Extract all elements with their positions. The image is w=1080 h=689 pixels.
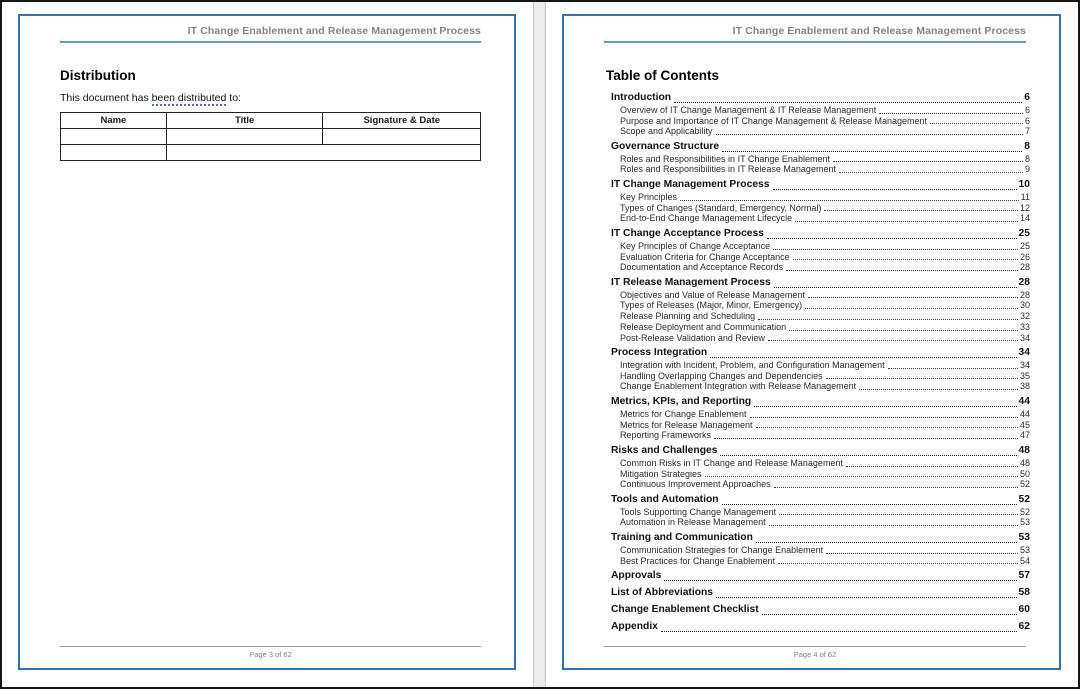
header-title: IT Change Enablement and Release Management Process xyxy=(187,25,481,37)
toc-entry-page-number: 52 xyxy=(1019,506,1030,517)
toc-entry-page-number: 6 xyxy=(1024,115,1030,126)
dot-leader xyxy=(762,614,1017,615)
toc-entry-page-number: 35 xyxy=(1019,370,1030,381)
toc-entry-title: Appendix xyxy=(611,620,658,632)
dot-leader xyxy=(824,210,1018,211)
toc-section xyxy=(606,141,1030,175)
dot-leader xyxy=(930,123,1023,124)
toc-entry-page-number: 53 xyxy=(1019,544,1030,555)
toc-sub-entry[interactable] xyxy=(606,517,1030,528)
toc-entry-title: IT Change Management Process xyxy=(611,179,770,191)
dot-leader xyxy=(778,563,1018,564)
toc-sub-entry[interactable] xyxy=(606,154,1030,165)
toc-entry-title: List of Abbreviations xyxy=(611,587,714,599)
toc-section xyxy=(606,621,1030,634)
toc-entry-title: Types of Releases (Major, Minor, Emergency) xyxy=(620,300,803,311)
dot-leader xyxy=(661,631,1017,632)
toc-entry-page-number: 10 xyxy=(1018,179,1030,191)
toc-entry-title: IT Change Acceptance Process xyxy=(611,228,764,240)
dot-leader xyxy=(674,102,1022,103)
toc-section-entry[interactable] xyxy=(606,228,1030,241)
dot-leader xyxy=(793,259,1018,260)
toc-section-entry[interactable] xyxy=(606,621,1030,634)
toc-entry-page-number: 44 xyxy=(1019,408,1030,419)
toc-entry-page-number: 38 xyxy=(1019,381,1030,392)
dot-leader xyxy=(756,542,1017,543)
toc-entry-title: Automation in Release Management xyxy=(620,517,766,528)
toc-sub-entry[interactable] xyxy=(606,241,1030,252)
dot-leader xyxy=(779,514,1018,515)
toc-section xyxy=(606,570,1030,583)
toc-entry-page-number: 32 xyxy=(1019,311,1030,322)
table-header-row xyxy=(61,113,481,129)
toc-entry-page-number: 47 xyxy=(1019,430,1030,441)
distribution-intro xyxy=(60,92,481,104)
toc-sub-entry[interactable] xyxy=(606,381,1030,392)
toc-entry-page-number: 6 xyxy=(1024,92,1030,103)
toc-sub-entry[interactable] xyxy=(606,203,1030,214)
dot-leader xyxy=(680,200,1019,201)
dot-leader xyxy=(754,406,1016,407)
toc-entry-page-number: 12 xyxy=(1019,202,1030,213)
dot-leader xyxy=(808,297,1018,298)
toc-entry-page-number: 52 xyxy=(1018,493,1030,505)
column-header-title: Title xyxy=(166,113,323,129)
toc-entry-page-number: 28 xyxy=(1019,289,1030,300)
toc-entry-title: Communication Strategies for Change Enablement xyxy=(620,544,824,555)
toc-section-entry[interactable] xyxy=(606,570,1030,583)
toc-entry-page-number: 58 xyxy=(1018,587,1030,599)
toc-entry-title: Key Principles xyxy=(620,191,678,202)
toc-sub-entry[interactable] xyxy=(606,420,1030,431)
toc-entry-title: Post-Release Validation and Review xyxy=(620,332,765,343)
toc-entry-title: Release Planning and Scheduling xyxy=(620,311,756,322)
page-number: Page 3 of 62 xyxy=(249,650,292,659)
page-header xyxy=(60,25,481,43)
toc-entry-page-number: 28 xyxy=(1019,262,1030,273)
distribution-heading: Distribution xyxy=(60,68,136,83)
toc-section xyxy=(606,587,1030,600)
toc-entry-title: Approvals xyxy=(611,570,662,582)
toc-entry-page-number: 33 xyxy=(1019,321,1030,332)
dot-leader xyxy=(714,438,1018,439)
toc-section xyxy=(606,347,1030,392)
toc-entry-page-number: 25 xyxy=(1019,240,1030,251)
dot-leader xyxy=(758,319,1018,320)
toc-entry-page-number: 44 xyxy=(1018,396,1030,408)
toc-section xyxy=(606,228,1030,273)
toc-sub-entry[interactable] xyxy=(606,300,1030,311)
toc-sub-entry[interactable] xyxy=(606,126,1030,137)
toc-entry-title: End-to-End Change Management Lifecycle xyxy=(620,213,793,224)
dot-leader xyxy=(774,287,1017,288)
toc-entry-page-number: 62 xyxy=(1018,620,1030,632)
toc-entry-title: Key Principles of Change Acceptance xyxy=(620,240,771,251)
toc-sub-entry[interactable] xyxy=(606,545,1030,556)
dot-leader xyxy=(888,368,1018,369)
column-header-signature: Signature & Date xyxy=(323,113,481,129)
dot-leader xyxy=(767,238,1017,239)
toc-entry-title: Purpose and Importance of IT Change Management & Release Management xyxy=(620,115,928,126)
toc-section-entry[interactable] xyxy=(606,141,1030,154)
toc-entry-title: Metrics for Change Enablement xyxy=(620,408,747,419)
toc-sub-entry[interactable] xyxy=(606,458,1030,469)
toc-section-entry[interactable] xyxy=(606,347,1030,360)
toc-sub-entry[interactable] xyxy=(606,105,1030,116)
toc-entry-page-number: 45 xyxy=(1019,419,1030,430)
dot-leader xyxy=(756,427,1018,428)
name-cell[interactable] xyxy=(61,145,167,161)
toc-entry-title: Overview of IT Change Management & IT Release Management xyxy=(620,104,877,115)
dot-leader xyxy=(846,466,1018,467)
toc-section-entry[interactable] xyxy=(606,179,1030,192)
toc-entry-title: Release Deployment and Communication xyxy=(620,321,787,332)
toc-section-entry[interactable] xyxy=(606,396,1030,409)
dot-leader xyxy=(789,330,1018,331)
dot-leader xyxy=(716,134,1023,135)
toc-entry-page-number: 25 xyxy=(1018,228,1030,240)
toc-entry-page-number: 54 xyxy=(1019,555,1030,566)
toc-entry-title: Reporting Frameworks xyxy=(620,430,712,441)
signature-cell[interactable] xyxy=(323,129,481,145)
dot-leader xyxy=(879,113,1023,114)
toc-sub-entry[interactable] xyxy=(606,262,1030,273)
toc-entry-title: Handling Overlapping Changes and Dependencies xyxy=(620,370,823,381)
toc-section-entry[interactable] xyxy=(606,532,1030,545)
table-row xyxy=(61,145,481,161)
toc-entry-page-number: 57 xyxy=(1018,570,1030,582)
header-title: IT Change Enablement and Release Management Process xyxy=(732,25,1026,37)
toc-entry-title: Best Practices for Change Enablement xyxy=(620,555,776,566)
toc-section xyxy=(606,277,1030,343)
dot-leader xyxy=(826,553,1018,554)
dot-leader xyxy=(664,580,1016,581)
dot-leader xyxy=(833,161,1023,162)
toc-entry-title: Evaluation Criteria for Change Acceptance xyxy=(620,251,790,262)
toc-entry-page-number: 34 xyxy=(1019,360,1030,371)
merged-cell[interactable] xyxy=(166,145,480,161)
toc-entry-page-number: 8 xyxy=(1024,140,1030,152)
toc-sub-entry[interactable] xyxy=(606,479,1030,490)
toc-sub-entry[interactable] xyxy=(606,164,1030,175)
dot-leader xyxy=(773,249,1018,250)
dot-leader xyxy=(795,221,1018,222)
toc-entry-title: Training and Communication xyxy=(611,532,753,544)
toc-section xyxy=(606,179,1030,224)
intro-text-suffix: to: xyxy=(226,92,241,104)
toc-entry-page-number: 34 xyxy=(1019,332,1030,343)
grammar-flagged-text[interactable]: been distributed xyxy=(151,92,227,104)
dot-leader xyxy=(826,378,1018,379)
toc-heading: Table of Contents xyxy=(606,68,719,83)
toc-entry-title: Metrics, KPIs, and Reporting xyxy=(611,396,752,408)
toc-entry-title: Mitigation Strategies xyxy=(620,468,702,479)
dot-leader xyxy=(710,357,1016,358)
toc-entry-title: Roles and Responsibilities in IT Change Enablement xyxy=(620,153,830,164)
toc-section xyxy=(606,494,1030,528)
dot-leader xyxy=(705,476,1018,477)
dot-leader xyxy=(769,525,1018,526)
toc-section xyxy=(606,445,1030,490)
table-of-contents xyxy=(606,92,1030,634)
toc-entry-page-number: 11 xyxy=(1020,191,1030,202)
toc-entry-title: Introduction xyxy=(611,92,672,103)
toc-entry-page-number: 8 xyxy=(1024,153,1030,164)
toc-entry-title: Scope and Applicability xyxy=(620,126,713,137)
toc-section-entry[interactable] xyxy=(606,445,1030,458)
toc-entry-page-number: 53 xyxy=(1019,517,1030,528)
distribution-table xyxy=(60,112,481,161)
toc-sub-entry[interactable] xyxy=(606,507,1030,518)
toc-section-entry[interactable] xyxy=(606,604,1030,617)
toc-entry-title: Governance Structure xyxy=(611,140,720,152)
toc-entry-page-number: 14 xyxy=(1019,213,1030,224)
dot-leader xyxy=(720,455,1016,456)
toc-entry-title: Continuous Improvement Approaches xyxy=(620,479,771,490)
intro-text: This document has xyxy=(60,92,152,104)
toc-sub-entry[interactable] xyxy=(606,311,1030,322)
table-row xyxy=(61,129,481,145)
toc-sub-entry[interactable] xyxy=(606,252,1030,263)
toc-section-entry[interactable] xyxy=(606,92,1030,105)
toc-entry-title: Process Integration xyxy=(611,347,708,359)
toc-sub-entry[interactable] xyxy=(606,290,1030,301)
toc-section xyxy=(606,532,1030,566)
toc-entry-title: Common Risks in IT Change and Release Management xyxy=(620,457,843,468)
page-number: Page 4 of 62 xyxy=(793,650,837,659)
dot-leader xyxy=(722,504,1017,505)
toc-entry-title: Risks and Challenges xyxy=(611,445,718,457)
toc-entry-page-number: 50 xyxy=(1019,468,1030,479)
page-3-content xyxy=(60,68,481,161)
page-gap xyxy=(533,2,546,687)
toc-entry-title: Roles and Responsibilities in IT Release Management xyxy=(620,164,836,175)
toc-entry-page-number: 6 xyxy=(1024,104,1030,115)
dot-leader xyxy=(774,487,1018,488)
toc-section-entry[interactable] xyxy=(606,494,1030,507)
toc-entry-title: Integration with Incident, Problem, and Configuration Management xyxy=(620,360,885,371)
toc-entry-title: Change Enablement Integration with Release Management xyxy=(620,381,857,392)
toc-entry-page-number: 30 xyxy=(1019,300,1030,311)
toc-entry-page-number: 26 xyxy=(1019,251,1030,262)
title-cell[interactable] xyxy=(166,129,323,145)
toc-entry-title: Documentation and Acceptance Records xyxy=(620,262,784,273)
toc-entry-title: IT Release Management Process xyxy=(611,276,771,288)
dot-leader xyxy=(716,597,1017,598)
toc-section xyxy=(606,396,1030,441)
dot-leader xyxy=(750,417,1018,418)
toc-entry-title: Metrics for Release Management xyxy=(620,419,753,430)
page-4[interactable] xyxy=(546,2,1078,687)
dot-leader xyxy=(773,189,1017,190)
toc-sub-entry[interactable] xyxy=(606,322,1030,333)
toc-sub-entry[interactable] xyxy=(606,192,1030,203)
toc-sub-entry[interactable] xyxy=(606,556,1030,567)
toc-entry-page-number: 7 xyxy=(1024,126,1030,137)
page-4-content xyxy=(606,68,1030,634)
toc-entry-title: Tools Supporting Change Management xyxy=(620,506,777,517)
dot-leader xyxy=(786,270,1018,271)
toc-entry-title: Change Enablement Checklist xyxy=(611,603,759,615)
page-header xyxy=(604,25,1026,43)
toc-entry-page-number: 53 xyxy=(1018,532,1030,544)
toc-sub-entry[interactable] xyxy=(606,333,1030,344)
toc-entry-page-number: 28 xyxy=(1018,276,1030,288)
toc-entry-title: Tools and Automation xyxy=(611,493,719,505)
toc-sub-entry[interactable] xyxy=(606,213,1030,224)
toc-entry-page-number: 34 xyxy=(1018,347,1030,359)
toc-sub-entry[interactable] xyxy=(606,371,1030,382)
toc-sub-entry[interactable] xyxy=(606,116,1030,127)
page-footer xyxy=(604,646,1026,659)
toc-entry-page-number: 48 xyxy=(1019,457,1030,468)
toc-sub-entry[interactable] xyxy=(606,360,1030,371)
toc-sub-entry[interactable] xyxy=(606,409,1030,420)
dot-leader xyxy=(839,172,1023,173)
page-footer xyxy=(60,646,481,659)
dot-leader xyxy=(859,389,1018,390)
dot-leader xyxy=(805,308,1018,309)
toc-entry-page-number: 9 xyxy=(1024,164,1030,175)
dot-leader xyxy=(722,151,1022,152)
toc-section xyxy=(606,604,1030,617)
toc-entry-title: Types of Changes (Standard, Emergency, Normal) xyxy=(620,202,822,213)
toc-section-entry[interactable] xyxy=(606,587,1030,600)
toc-entry-title: Objectives and Value of Release Management xyxy=(620,289,805,300)
toc-section-entry[interactable] xyxy=(606,277,1030,290)
toc-sub-entry[interactable] xyxy=(606,430,1030,441)
toc-entry-page-number: 60 xyxy=(1018,603,1030,615)
toc-section xyxy=(606,92,1030,137)
name-cell[interactable] xyxy=(61,129,167,145)
dot-leader xyxy=(768,340,1018,341)
page-3[interactable] xyxy=(2,2,533,687)
toc-sub-entry[interactable] xyxy=(606,469,1030,480)
column-header-name: Name xyxy=(61,113,167,129)
toc-entry-page-number: 48 xyxy=(1018,445,1030,457)
toc-entry-page-number: 52 xyxy=(1019,479,1030,490)
